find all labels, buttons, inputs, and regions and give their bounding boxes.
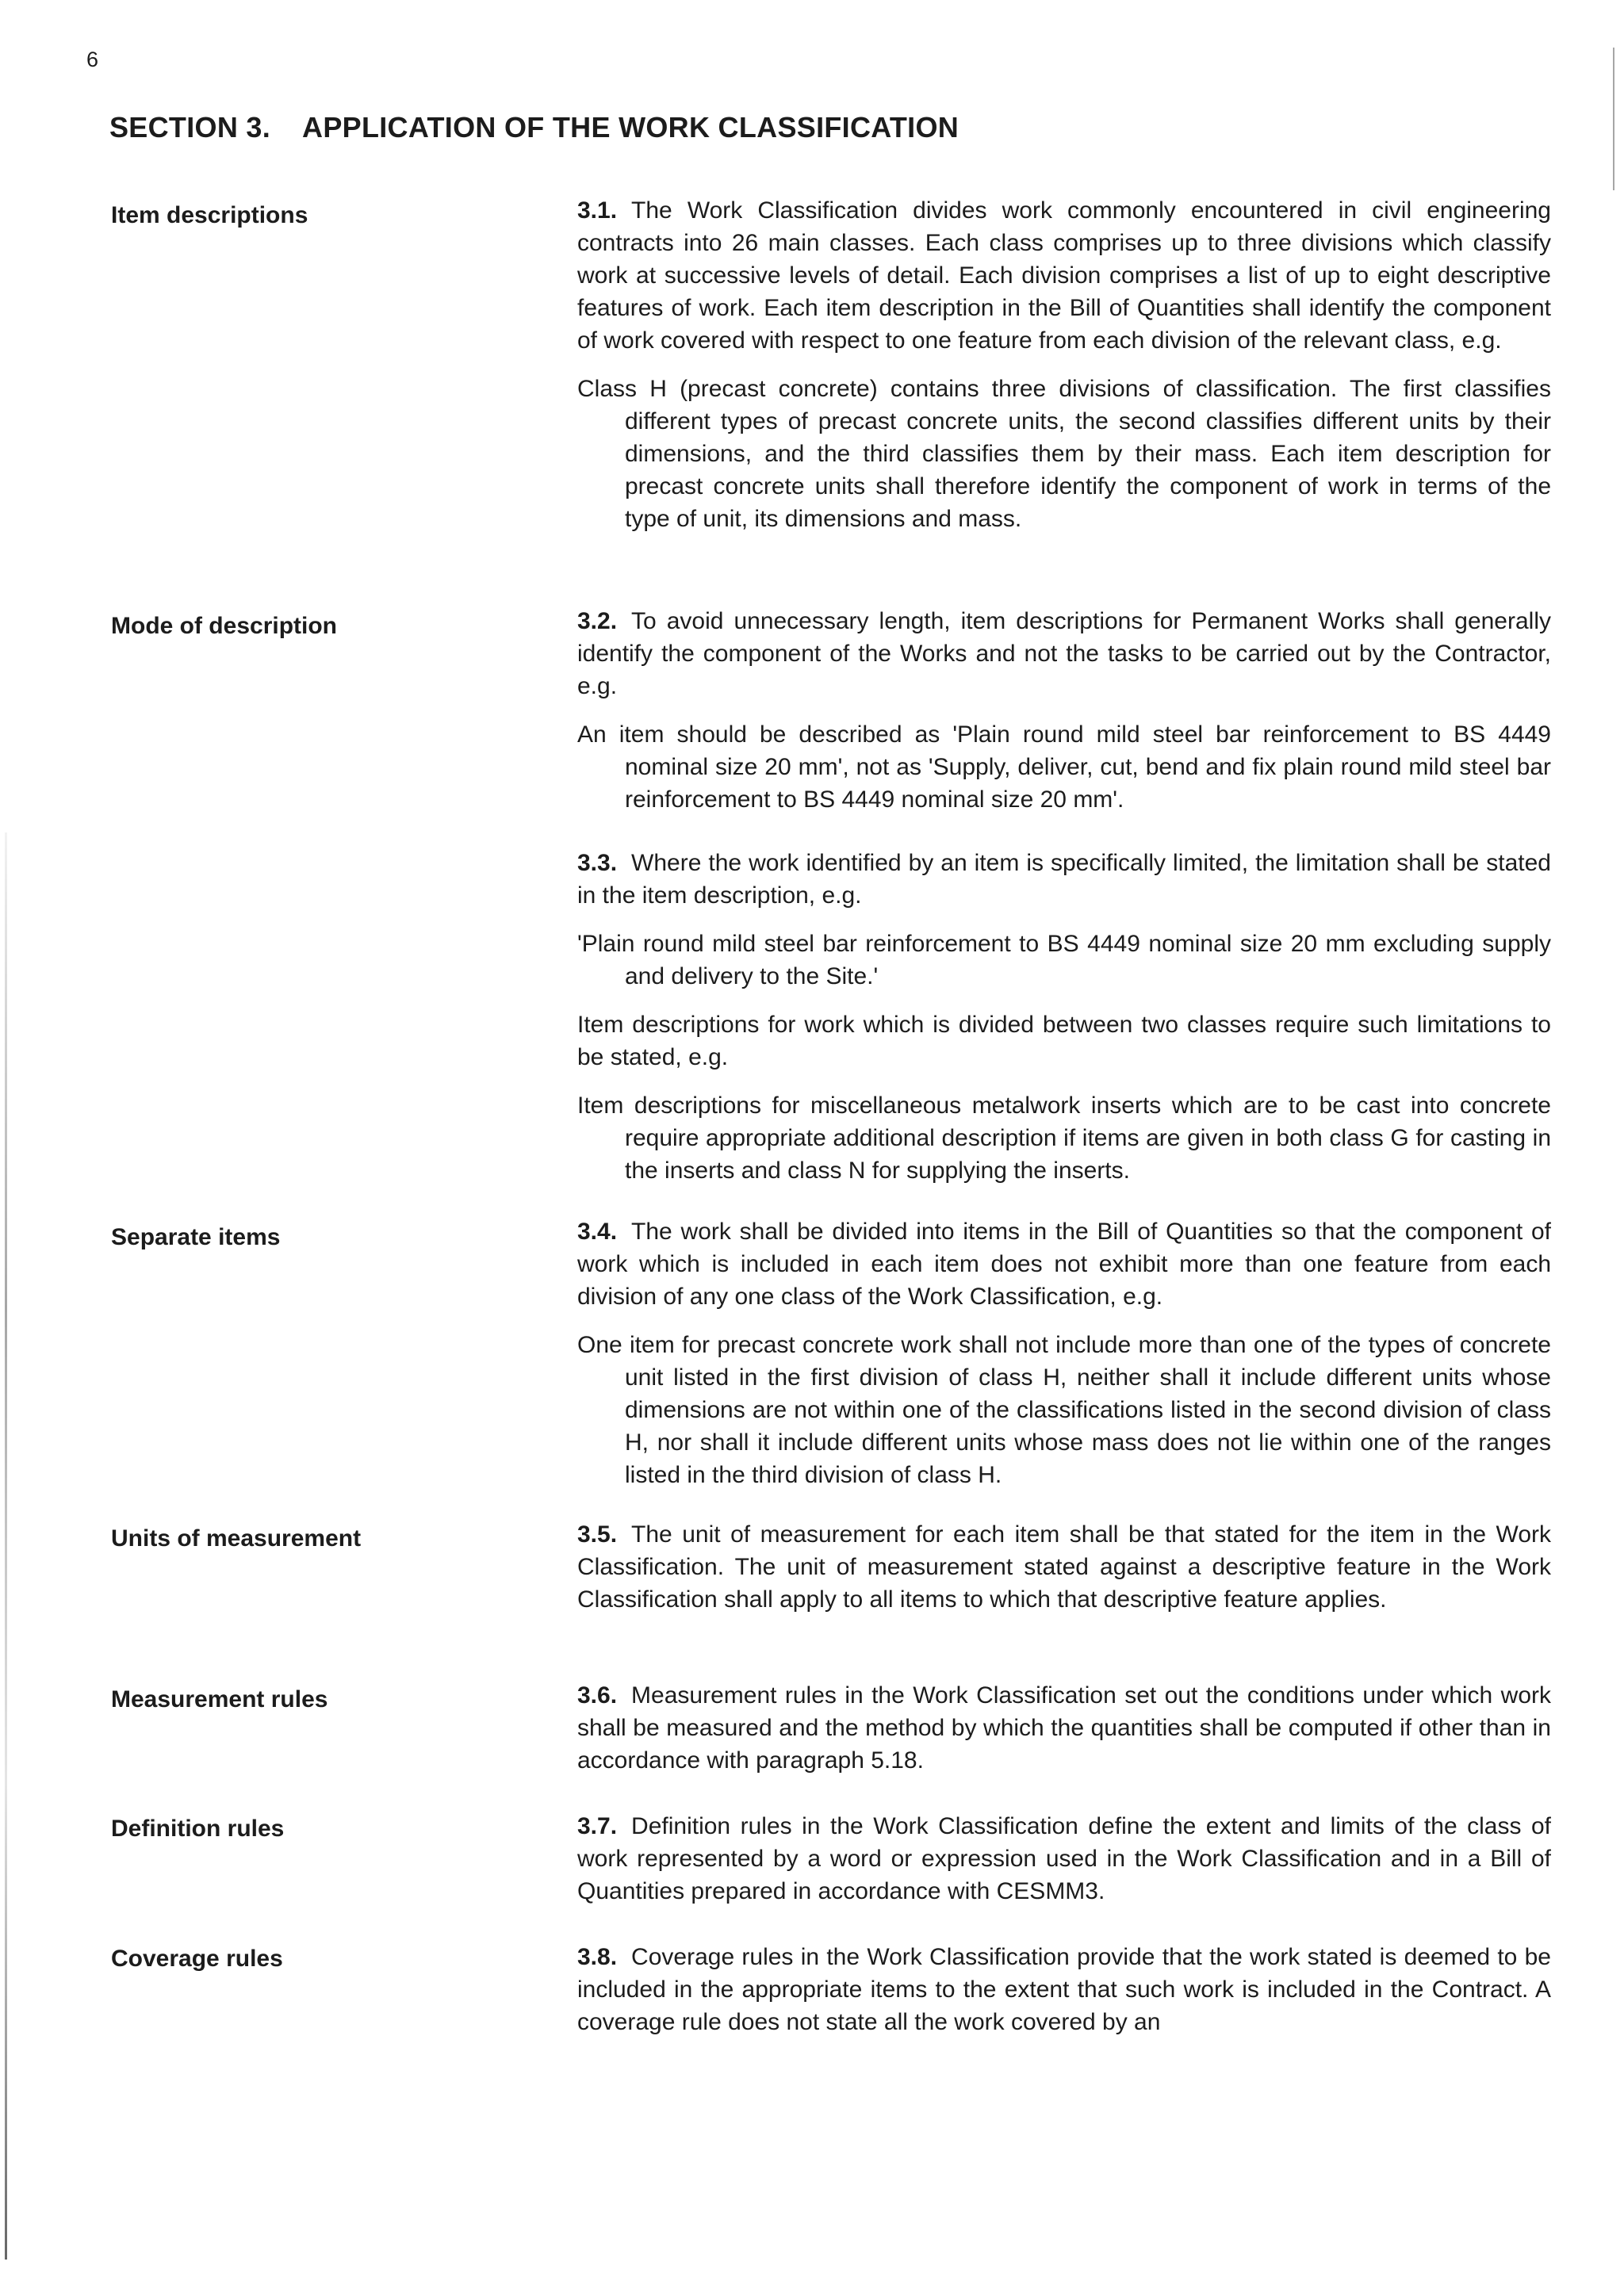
block-mode-of-description [577,605,1551,832]
section-number: SECTION 3. [109,111,271,144]
example-paragraph: Class H (precast concrete) contains three divisions of classification. The first classifies different types of precast concrete units, the second classifies different units by their dimensions, and the third classifies them by their mass. Each item description for precast concrete units shall therefore identify the component of work in terms of the type of unit, its dimensions and mass. [577,376,1551,532]
paragraph-text: Where the work identified by an item is specifically limited, the limitation shall be stated in the item description, e.g. [577,850,1551,909]
paragraph-text: Coverage rules in the Work Classification provide that the work stated is deemed to be included in the appropriate items to the extent that such work is included in the Contract. A coverage rule does not state all the work covered by an [577,1944,1551,2035]
scan-edge-left [5,832,7,2260]
example-paragraph: 'Plain round mild steel bar reinforcement to BS 4449 nominal size 20 mm excluding supply and delivery to the Site.' [577,931,1551,989]
side-heading-units-of-measurement: Units of measurement [111,1525,362,1552]
paragraph-text: The work shall be divided into items in the Bill of Quantities so that the component of work which is included in each item does not exhibit more than one feature from each division of any one class of the Work Classification, e.g. [577,1219,1551,1310]
paragraph-number: 3.4. [577,1219,618,1245]
side-heading-measurement-rules: Measurement rules [111,1686,328,1712]
paragraph-3-1 [577,194,1551,357]
example-paragraph: Item descriptions for miscellaneous metalwork inserts which are to be cast into concrete require appropriate additional description if items are given in both class G for casting in the inserts and class N for supplying the inserts. [577,1093,1551,1184]
paragraph-number: 3.3. [577,850,618,876]
block-definition-rules [577,1810,1551,1923]
paragraph-number: 3.5. [577,1521,618,1548]
block-separate-items [577,1215,1551,1507]
section-title: APPLICATION OF THE WORK CLASSIFICATION [302,111,959,144]
paragraph-3-8 [577,1941,1551,2038]
side-heading-separate-items: Separate items [111,1224,281,1250]
example-paragraph: An item should be described as 'Plain round mild steel bar reinforcement to BS 4449 nominal size 20 mm', not as 'Supply, deliver, cut, bend and fix plain round mild steel bar reinforcement to BS 4449 nominal size 20 mm'. [577,721,1551,813]
paragraph-number: 3.2. [577,608,618,634]
side-heading-definition-rules: Definition rules [111,1816,285,1842]
side-heading-coverage-rules: Coverage rules [111,1946,283,1972]
paragraph-number: 3.7. [577,1813,618,1839]
block-item-descriptions [577,194,1551,551]
paragraph-number: 3.8. [577,1944,618,1970]
paragraph-text: The Work Classification divides work commonly encountered in civil engineering contracts into 26 main classes. Each class comprises up to three divisions which classify work at successive levels of detail. Each division comprises a list of up to eight descriptive features of work. Each item description in the Bill of Quantities shall identify the component of work covered with respect to one feature from each division of the relevant class, e.g. [577,197,1551,354]
paragraph-text: Definition rules in the Work Classification define the extent and limits of the class of work represented by a word or expression used in the Work Classification and in a Bill of Quantities prepared in accordance with CESMM3. [577,1813,1551,1904]
paragraph-3-5 [577,1518,1551,1616]
paragraph-3-7 [577,1810,1551,1908]
page-number: 6 [86,48,99,71]
section-heading [109,111,959,144]
block-coverage-rules [577,1941,1551,2054]
scan-edge-right [1613,48,1614,190]
paragraph-text: The unit of measurement for each item shall be that stated for the item in the Work Classification. The unit of measurement stated against a descriptive feature in the Work Classification shall apply to all items to which that descriptive feature applies. [577,1521,1551,1613]
paragraph-text: To avoid unnecessary length, item descriptions for Permanent Works shall generally identify the component of the Works and not the tasks to be carried out by the Contractor, e.g. [577,608,1551,699]
paragraph-3-2 [577,605,1551,702]
paragraph-3-3 [577,847,1551,912]
block-measurement-rules [577,1679,1551,1793]
paragraph-text: Item descriptions for work which is divided between two classes require such limitations to be stated, e.g. [577,1012,1551,1070]
side-heading-mode-of-description: Mode of description [111,613,337,639]
example-paragraph: One item for precast concrete work shall not include more than one of the types of concrete unit listed in the first division of class H, neither shall it include different units whose dimensions are not within one of the classifications listed in the second division of class H, nor shall it include different units whose mass does not lie within one of the ranges listed in the third division of class H. [577,1332,1551,1488]
paragraph-3-4 [577,1215,1551,1313]
block-units-of-measurement [577,1518,1551,1632]
paragraph-number: 3.6. [577,1682,618,1709]
paragraph-3-6 [577,1679,1551,1777]
paragraph-text: Measurement rules in the Work Classification set out the conditions under which work shall be measured and the method by which the quantities shall be computed if other than in accordance with paragraph 5.18. [577,1682,1551,1774]
side-heading-item-descriptions: Item descriptions [111,202,308,228]
block-limitations [577,847,1551,1203]
paragraph-number: 3.1. [577,197,618,224]
